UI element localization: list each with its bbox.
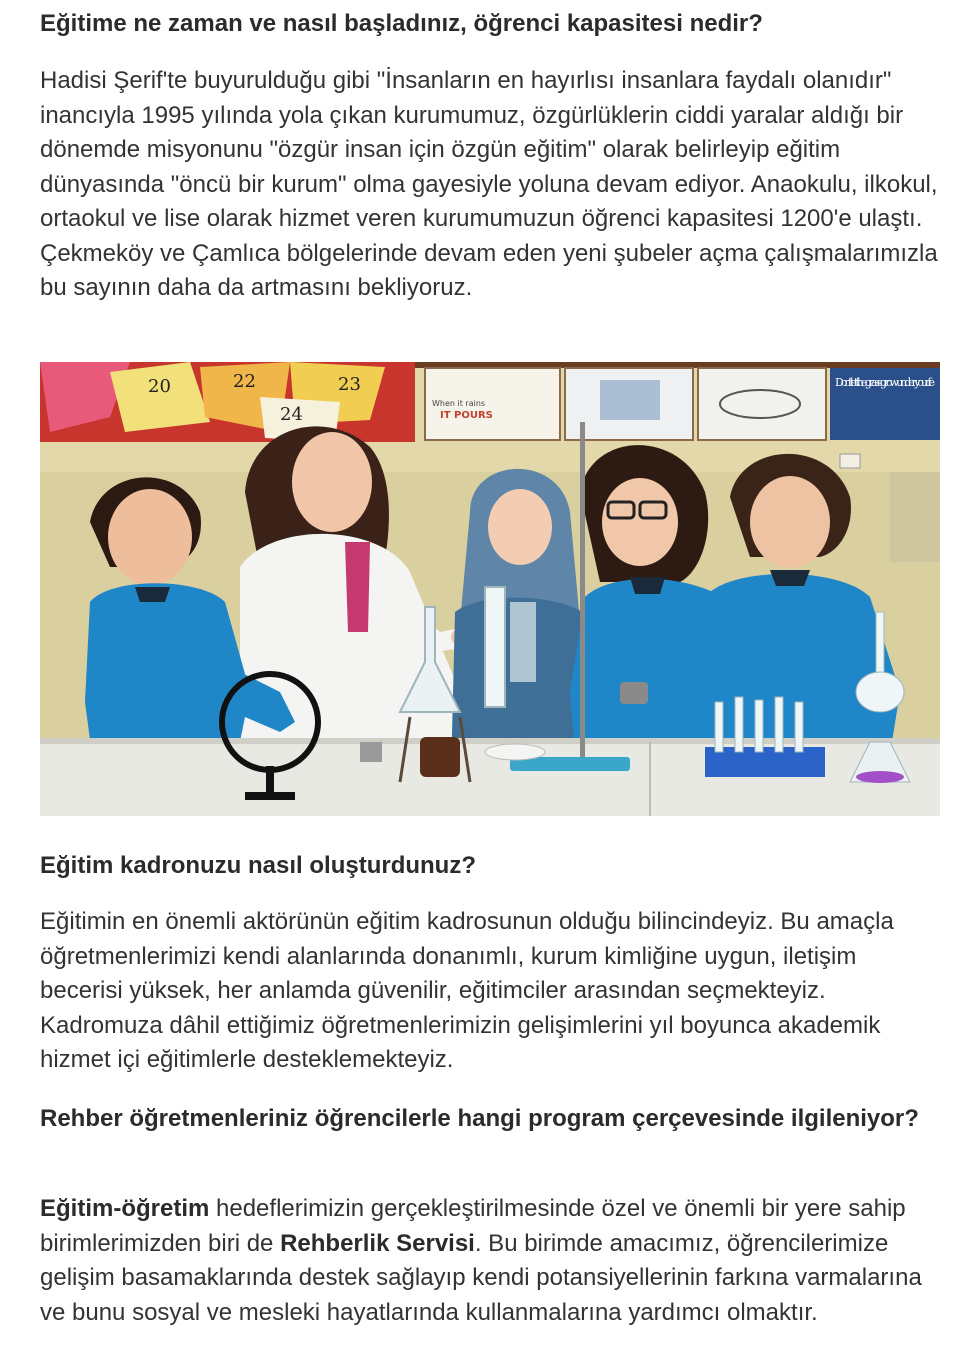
answer-paragraph-2: Eğitimin en önemli aktörünün eğitim kadrosunun olduğu bilincindeyiz. Bu amaçla öğretmenlerimizi kendi alanlarında donanımlı, kurum kimliğine uygun, iletişim becerisi yüksek, her anlamda güvenilir, eğitimciler arasından seçmekteyiz. Kadromuza dâhil ettiğimiz öğretmenlerimizin gelişimlerini yıl boyunca akademik hizmet içi eğitimlerle desteklemekteyiz. <box>40 908 894 1073</box>
answer-text-part-1: hedeflerimizin gerçekleştirilmesinde özel ve önemli bir yere sahip birimlerimizden biri de <box>40 1195 906 1257</box>
question-heading-3: Rehber öğretmenleriniz öğrencilerle hangi program çerçevesinde ilgileniyor? <box>40 1105 919 1132</box>
envelope-number-24: 24 <box>280 404 303 425</box>
answer-text-part-2: . Bu birimde amacımız, öğrencilerimize gelişim basamaklarında destek sağlayıp kendi potansiyellerinin farkına varmalarına ve bunu sosyal ve mesleki hayatlarında kullanmalarına yardımcı olmaktır. <box>40 1229 922 1326</box>
answer-paragraph-1: Hadisi Şerif'te buyurulduğu gibi "İnsanların en hayırlısı insanlara faydalı olanıdır" inancıyla 1995 yılında yola çıkan kurumumuz, özgürlüklerin ciddi yaralar aldığı bir dönemde misyonunu "özgür insan için özgün eğitim" olarak belirleyip eğitim dünyasında "öncü bir kurum" olma gayesiyle yoluna devam ediyor. Anaokulu, ilkokul, ortaokul ve lise olarak hizmet veren kurumumuzun öğrenci kapasitesi 1200'e ulaştı. Çekmeköy ve Çamlıca bölgelerinde devam eden yeni şubeler açma çalışmalarımızla bu sayının daha da artmasını bekliyoruz. <box>40 67 938 301</box>
question-heading-1: Eğitime ne zaman ve nasıl başladınız, öğrenci kapasitesi nedir? <box>40 10 763 37</box>
poster-quote: Don't let the grass grow under your fe <box>835 376 935 389</box>
envelope-number-22: 22 <box>233 371 256 392</box>
envelope-number-23: 23 <box>338 374 361 395</box>
question-heading-2: Eğitim kadronuzu nasıl oluşturdunuz? <box>40 852 476 879</box>
answer-paragraph-3 <box>40 1192 940 1330</box>
poster-text-rains: When it rains <box>432 399 486 408</box>
poster-row <box>425 368 940 440</box>
bold-education-term: Eğitim-öğretim <box>40 1195 210 1222</box>
envelope-number-20: 20 <box>148 376 171 397</box>
bold-guidance-service: Rehberlik Servisi <box>280 1229 475 1257</box>
classroom-lab-photo <box>40 362 940 816</box>
poster-text-pours: IT POURS <box>440 410 493 421</box>
